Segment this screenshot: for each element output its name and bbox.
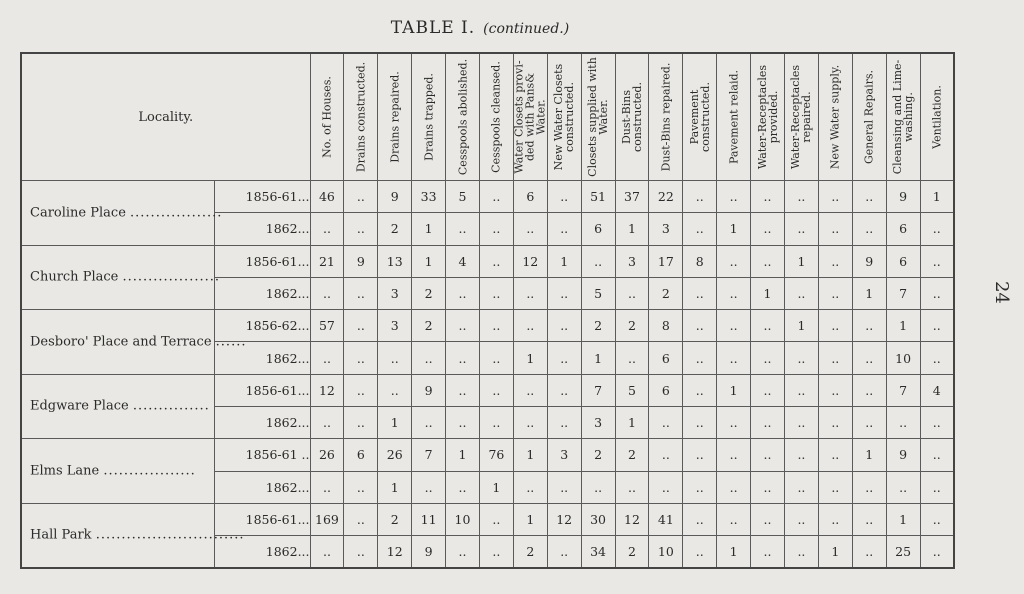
value-cell: 2 <box>378 503 412 535</box>
value-cell: .. <box>547 310 581 342</box>
value-cell: .. <box>784 503 818 535</box>
value-cell: .. <box>310 213 344 245</box>
value-cell: 12 <box>513 245 547 277</box>
value-cell: .. <box>683 439 717 471</box>
value-cell: .. <box>683 181 717 213</box>
value-cell: .. <box>886 406 920 438</box>
value-cell: 9 <box>378 181 412 213</box>
value-cell: .. <box>920 471 954 503</box>
value-cell: .. <box>683 374 717 406</box>
value-cell: .. <box>920 310 954 342</box>
value-cell: 2 <box>581 310 615 342</box>
value-cell: .. <box>344 342 378 374</box>
value-cell: .. <box>479 406 513 438</box>
year-cell: 1856-61... <box>214 245 310 277</box>
value-cell: 12 <box>310 374 344 406</box>
value-cell: 4 <box>920 374 954 406</box>
value-cell: .. <box>683 342 717 374</box>
value-cell: .. <box>920 439 954 471</box>
value-cell: .. <box>547 277 581 309</box>
value-cell: .. <box>344 310 378 342</box>
column-header: Dust-Bins constructed. <box>615 53 649 181</box>
value-cell: 7 <box>412 439 446 471</box>
value-cell: 6 <box>886 245 920 277</box>
value-cell: .. <box>344 277 378 309</box>
table-row <box>21 503 954 535</box>
value-cell: .. <box>513 310 547 342</box>
value-cell: .. <box>717 342 751 374</box>
table-row <box>21 439 954 471</box>
leader-dots: .................. <box>130 205 223 221</box>
value-cell: 6 <box>344 439 378 471</box>
value-cell: 1 <box>751 277 785 309</box>
value-cell: 1 <box>717 213 751 245</box>
value-cell: .. <box>717 503 751 535</box>
value-cell: .. <box>378 374 412 406</box>
title-suffix: (continued.) <box>483 21 570 37</box>
value-cell: .. <box>547 213 581 245</box>
value-cell: 1 <box>784 310 818 342</box>
value-cell: 2 <box>649 277 683 309</box>
value-cell: .. <box>852 310 886 342</box>
value-cell: .. <box>751 406 785 438</box>
value-cell: .. <box>310 536 344 568</box>
table-row <box>21 181 954 213</box>
column-header: Drains trapped. <box>412 53 446 181</box>
value-cell: .. <box>818 471 852 503</box>
value-cell: .. <box>920 245 954 277</box>
value-cell: .. <box>818 374 852 406</box>
value-cell: .. <box>344 181 378 213</box>
locality-name <box>21 181 223 246</box>
value-cell: .. <box>784 471 818 503</box>
value-cell: .. <box>717 277 751 309</box>
value-cell: 37 <box>615 181 649 213</box>
year-cell: 1862... <box>214 342 310 374</box>
value-cell: .. <box>717 245 751 277</box>
column-header: Water Closets provi-ded with Pans& Water. <box>513 53 547 181</box>
value-cell: .. <box>852 536 886 568</box>
value-cell: .. <box>479 277 513 309</box>
column-header: Water-Receptacles repaired. <box>784 53 818 181</box>
locality-label: Caroline Place <box>30 205 126 221</box>
year-cell: 1862... <box>214 406 310 438</box>
column-header: New Water Closets constructed. <box>547 53 581 181</box>
value-cell: .. <box>818 503 852 535</box>
locality-name <box>21 310 247 375</box>
value-cell: .. <box>615 471 649 503</box>
value-cell: 1 <box>784 245 818 277</box>
value-cell: .. <box>446 536 480 568</box>
value-cell: 3 <box>378 277 412 309</box>
value-cell: 76 <box>479 439 513 471</box>
value-cell: .. <box>852 181 886 213</box>
value-cell: 3 <box>649 213 683 245</box>
value-cell: .. <box>920 503 954 535</box>
table-row <box>21 310 954 342</box>
locality-label: Hall Park <box>30 527 92 543</box>
value-cell: 3 <box>378 310 412 342</box>
value-cell: 25 <box>886 536 920 568</box>
value-cell: 1 <box>852 277 886 309</box>
value-cell: .. <box>717 310 751 342</box>
value-cell: .. <box>920 406 954 438</box>
value-cell: 9 <box>852 245 886 277</box>
value-cell: 12 <box>378 536 412 568</box>
year-cell: 1856-61 .. <box>214 439 310 471</box>
value-cell: .. <box>446 406 480 438</box>
value-cell: .. <box>344 536 378 568</box>
value-cell: .. <box>547 374 581 406</box>
value-cell: .. <box>818 181 852 213</box>
column-header: Water-Receptacles provided. <box>751 53 785 181</box>
value-cell: 1 <box>852 439 886 471</box>
value-cell: .. <box>852 471 886 503</box>
value-cell: 5 <box>581 277 615 309</box>
value-cell: .. <box>344 406 378 438</box>
value-cell: 1 <box>920 181 954 213</box>
value-cell: .. <box>513 374 547 406</box>
locality-name <box>21 503 245 568</box>
value-cell: .. <box>446 471 480 503</box>
year-cell: 1862... <box>214 213 310 245</box>
value-cell: .. <box>784 374 818 406</box>
page-number: 24 <box>990 281 1012 304</box>
value-cell: 4 <box>446 245 480 277</box>
leader-dots: ...... <box>215 334 247 350</box>
value-cell: 1 <box>581 342 615 374</box>
value-cell: 1 <box>513 503 547 535</box>
value-cell: .. <box>649 471 683 503</box>
value-cell: .. <box>649 439 683 471</box>
value-cell: .. <box>547 181 581 213</box>
value-cell: 22 <box>649 181 683 213</box>
value-cell: 1 <box>412 213 446 245</box>
locality-name <box>21 245 220 310</box>
value-cell: 9 <box>344 245 378 277</box>
value-cell: .. <box>310 342 344 374</box>
value-cell: 3 <box>581 406 615 438</box>
value-cell: .. <box>920 536 954 568</box>
value-cell: 9 <box>412 536 446 568</box>
value-cell: .. <box>784 181 818 213</box>
value-cell: .. <box>784 342 818 374</box>
value-cell: .. <box>310 406 344 438</box>
value-cell: 7 <box>886 277 920 309</box>
column-header: No. of Houses. <box>310 53 344 181</box>
value-cell: .. <box>852 503 886 535</box>
value-cell: .. <box>751 439 785 471</box>
locality-header: Locality. <box>21 53 310 181</box>
value-cell: .. <box>513 277 547 309</box>
value-cell: .. <box>784 277 818 309</box>
value-cell: 1 <box>615 406 649 438</box>
value-cell: .. <box>818 342 852 374</box>
value-cell: 26 <box>378 439 412 471</box>
leader-dots: .................. <box>103 463 196 479</box>
value-cell: 6 <box>649 374 683 406</box>
value-cell: .. <box>717 406 751 438</box>
value-cell: .. <box>547 342 581 374</box>
value-cell: 1 <box>479 471 513 503</box>
value-cell: 7 <box>886 374 920 406</box>
value-cell: .. <box>852 374 886 406</box>
value-cell: 33 <box>412 181 446 213</box>
value-cell: .. <box>412 342 446 374</box>
value-cell: 8 <box>649 310 683 342</box>
value-cell: .. <box>344 374 378 406</box>
value-cell: 3 <box>615 245 649 277</box>
locality-label: Edgware Place <box>30 398 129 414</box>
value-cell: 9 <box>886 181 920 213</box>
value-cell: .. <box>818 406 852 438</box>
column-header: Cleansing and Lime-washing. <box>886 53 920 181</box>
year-cell: 1856-61... <box>214 181 310 213</box>
value-cell: .. <box>683 471 717 503</box>
value-cell: 1 <box>513 342 547 374</box>
value-cell: .. <box>751 245 785 277</box>
value-cell: 1 <box>886 310 920 342</box>
value-cell: .. <box>683 277 717 309</box>
value-cell: 12 <box>615 503 649 535</box>
value-cell: 3 <box>547 439 581 471</box>
value-cell: .. <box>547 536 581 568</box>
value-cell: .. <box>683 406 717 438</box>
value-cell: 1 <box>615 213 649 245</box>
value-cell: .. <box>751 536 785 568</box>
value-cell: .. <box>344 471 378 503</box>
year-cell: 1856-61... <box>214 374 310 406</box>
column-header: Ventilation. <box>920 53 954 181</box>
value-cell: .. <box>818 277 852 309</box>
column-header: Drains repaired. <box>378 53 412 181</box>
value-cell: .. <box>479 181 513 213</box>
column-header: New Water supply. <box>818 53 852 181</box>
value-cell: 2 <box>412 277 446 309</box>
year-cell: 1862... <box>214 471 310 503</box>
column-header: Cesspools abolished. <box>446 53 480 181</box>
value-cell: 1 <box>886 503 920 535</box>
value-cell: .. <box>751 503 785 535</box>
value-cell: 1 <box>378 406 412 438</box>
value-cell: 51 <box>581 181 615 213</box>
value-cell: 1 <box>412 245 446 277</box>
value-cell: .. <box>649 406 683 438</box>
value-cell: .. <box>886 471 920 503</box>
value-cell: .. <box>751 374 785 406</box>
value-cell: 12 <box>547 503 581 535</box>
value-cell: .. <box>446 213 480 245</box>
locality-label: Church Place <box>30 269 119 285</box>
value-cell: 2 <box>581 439 615 471</box>
value-cell: .. <box>717 471 751 503</box>
leader-dots: ............................. <box>95 527 245 543</box>
value-cell: .. <box>717 181 751 213</box>
value-cell: .. <box>547 406 581 438</box>
value-cell: .. <box>344 213 378 245</box>
table-title <box>0 18 960 38</box>
value-cell: .. <box>818 439 852 471</box>
value-cell: .. <box>479 342 513 374</box>
value-cell: 2 <box>615 310 649 342</box>
value-cell: .. <box>818 213 852 245</box>
value-cell: .. <box>852 213 886 245</box>
value-cell: .. <box>784 536 818 568</box>
value-cell: .. <box>412 406 446 438</box>
value-cell: 34 <box>581 536 615 568</box>
value-cell: .. <box>547 471 581 503</box>
value-cell: .. <box>920 342 954 374</box>
value-cell: .. <box>446 374 480 406</box>
year-cell: 1862... <box>214 277 310 309</box>
table-body <box>21 181 954 569</box>
column-header: Pavement relaid. <box>717 53 751 181</box>
value-cell: 6 <box>886 213 920 245</box>
year-cell: 1862... <box>214 536 310 568</box>
leader-dots: ................... <box>122 269 220 285</box>
value-cell: 11 <box>412 503 446 535</box>
value-cell: .. <box>683 536 717 568</box>
value-cell: .. <box>615 277 649 309</box>
locality-label: Elms Lane <box>30 463 100 479</box>
value-cell: .. <box>683 213 717 245</box>
year-cell: 1856-62... <box>214 310 310 342</box>
column-header: Drains constructed. <box>344 53 378 181</box>
value-cell: 10 <box>649 536 683 568</box>
value-cell: .. <box>751 342 785 374</box>
value-cell: .. <box>784 213 818 245</box>
value-cell: .. <box>683 310 717 342</box>
value-cell: 41 <box>649 503 683 535</box>
value-cell: .. <box>920 277 954 309</box>
value-cell: 2 <box>615 536 649 568</box>
locality-name <box>21 439 214 504</box>
value-cell: .. <box>310 277 344 309</box>
column-header: General Repairs. <box>852 53 886 181</box>
value-cell: .. <box>784 406 818 438</box>
header-row <box>21 53 954 181</box>
value-cell: 10 <box>446 503 480 535</box>
value-cell: 6 <box>649 342 683 374</box>
value-cell: .. <box>751 310 785 342</box>
value-cell: .. <box>852 406 886 438</box>
value-cell: .. <box>513 406 547 438</box>
value-cell: 30 <box>581 503 615 535</box>
value-cell: .. <box>784 439 818 471</box>
locality-label: Desboro' Place and Terrace <box>30 334 212 350</box>
value-cell: .. <box>412 471 446 503</box>
value-cell: 9 <box>412 374 446 406</box>
leader-dots: ............... <box>132 398 210 414</box>
value-cell: .. <box>581 245 615 277</box>
value-cell: .. <box>479 536 513 568</box>
value-cell: .. <box>479 503 513 535</box>
data-table <box>20 52 955 569</box>
value-cell: 17 <box>649 245 683 277</box>
value-cell: 2 <box>378 213 412 245</box>
table-row <box>21 374 954 406</box>
value-cell: 2 <box>615 439 649 471</box>
value-cell: 13 <box>378 245 412 277</box>
value-cell: 1 <box>547 245 581 277</box>
value-cell: 1 <box>818 536 852 568</box>
value-cell: .. <box>378 342 412 374</box>
value-cell: .. <box>446 277 480 309</box>
value-cell: 169 <box>310 503 344 535</box>
value-cell: 46 <box>310 181 344 213</box>
value-cell: 6 <box>581 213 615 245</box>
value-cell: 7 <box>581 374 615 406</box>
value-cell: .. <box>717 439 751 471</box>
value-cell: 5 <box>615 374 649 406</box>
value-cell: .. <box>479 374 513 406</box>
value-cell: .. <box>615 342 649 374</box>
value-cell: 5 <box>446 181 480 213</box>
value-cell: .. <box>310 471 344 503</box>
value-cell: 2 <box>513 536 547 568</box>
value-cell: 10 <box>886 342 920 374</box>
value-cell: .. <box>751 213 785 245</box>
value-cell: .. <box>852 342 886 374</box>
value-cell: 1 <box>717 374 751 406</box>
value-cell: 1 <box>378 471 412 503</box>
value-cell: .. <box>683 503 717 535</box>
value-cell: .. <box>479 310 513 342</box>
value-cell: 1 <box>513 439 547 471</box>
value-cell: .. <box>818 245 852 277</box>
value-cell: .. <box>818 310 852 342</box>
value-cell: 6 <box>513 181 547 213</box>
value-cell: 1 <box>717 536 751 568</box>
value-cell: .. <box>446 310 480 342</box>
value-cell: .. <box>513 213 547 245</box>
value-cell: .. <box>751 471 785 503</box>
value-cell: 21 <box>310 245 344 277</box>
locality-name <box>21 374 214 439</box>
value-cell: .. <box>344 503 378 535</box>
year-cell: 1856-61... <box>214 503 310 535</box>
title-text: TABLE I. <box>390 18 476 38</box>
value-cell: 57 <box>310 310 344 342</box>
value-cell: 8 <box>683 245 717 277</box>
value-cell: .. <box>751 181 785 213</box>
value-cell: .. <box>479 245 513 277</box>
value-cell: .. <box>920 213 954 245</box>
value-cell: .. <box>513 471 547 503</box>
value-cell: .. <box>581 471 615 503</box>
value-cell: 1 <box>446 439 480 471</box>
value-cell: .. <box>446 342 480 374</box>
value-cell: 2 <box>412 310 446 342</box>
column-header: Closets supplied with Water. <box>581 53 615 181</box>
value-cell: 26 <box>310 439 344 471</box>
table-row <box>21 245 954 277</box>
value-cell: .. <box>479 213 513 245</box>
column-header: Pavement constructed. <box>683 53 717 181</box>
value-cell: 9 <box>886 439 920 471</box>
column-header: Cesspools cleansed. <box>479 53 513 181</box>
column-header: Dust-Bins repaired. <box>649 53 683 181</box>
